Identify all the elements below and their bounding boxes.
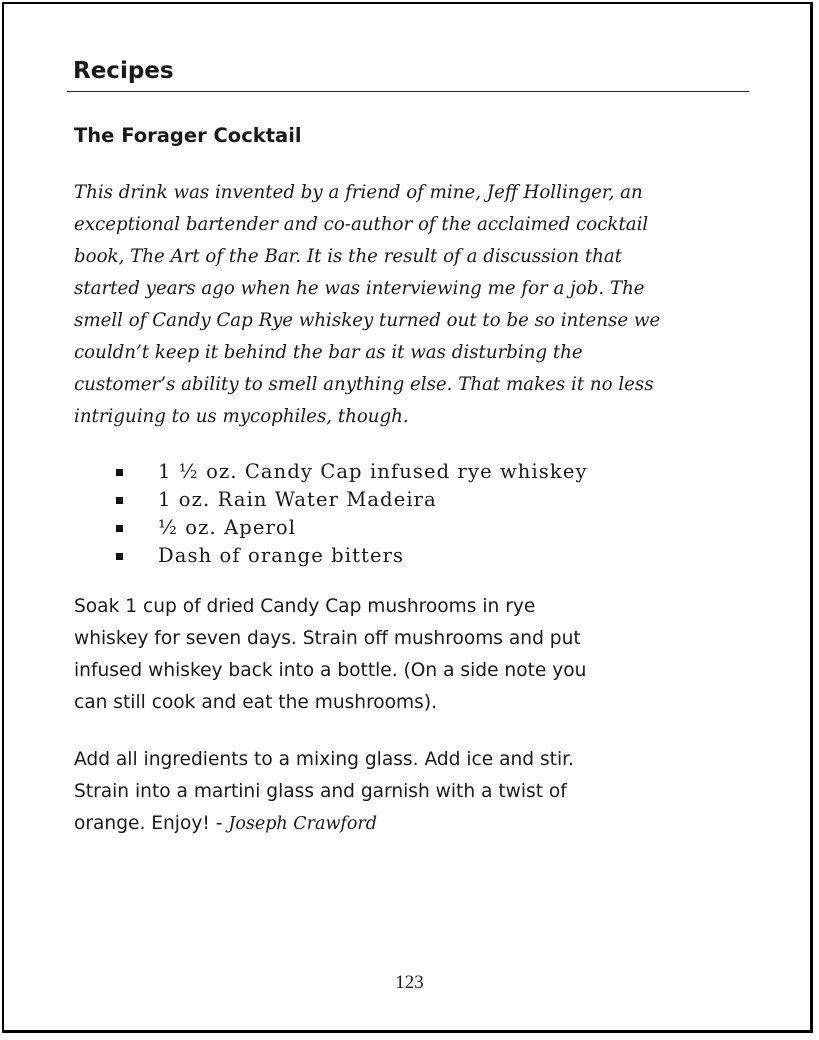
method-paragraph	[74, 744, 764, 840]
recipe-title: The Forager Cocktail	[74, 124, 302, 147]
paragraph-line: Soak 1 cup of dried Candy Cap mushrooms in rye	[74, 596, 536, 617]
recipe-intro	[74, 177, 754, 433]
ingredient-item	[114, 458, 588, 486]
paragraph-line: Add all ingredients to a mixing glass. Add ice and stir.	[74, 749, 574, 770]
intro-line: This drink was invented by a friend of mine, Jeff Hollinger, an	[74, 182, 643, 203]
intro-line: couldn’t keep it behind the bar as it was disturbing the	[74, 342, 583, 363]
ingredient-text: 1 oz. Rain Water Madeira	[158, 488, 437, 511]
section-header	[67, 56, 749, 92]
paragraph-line: infused whiskey back into a bottle. (On a side note you	[74, 660, 587, 681]
intro-line: intriguing to us mycophiles, though.	[74, 406, 409, 427]
page-number: 123	[395, 972, 424, 993]
square-bullet-icon	[116, 525, 123, 532]
intro-line: book, The Art of the Bar. It is the result of a discussion that	[74, 246, 622, 267]
intro-line: customer’s ability to smell anything else. That makes it no less	[74, 374, 654, 395]
paragraph-line	[74, 808, 764, 840]
paragraph-line: whiskey for seven days. Strain off mushrooms and put	[74, 628, 581, 649]
ingredient-text: Dash of orange bitters	[158, 544, 405, 567]
ingredient-item	[114, 486, 588, 514]
intro-line: exceptional bartender and co-author of the acclaimed cocktail	[74, 214, 649, 235]
infusion-paragraph	[74, 591, 764, 719]
ingredient-list	[114, 458, 588, 570]
square-bullet-icon	[116, 497, 123, 504]
intro-line: smell of Candy Cap Rye whiskey turned out to be so intense we	[74, 310, 661, 331]
intro-line: started years ago when he was interviewing me for a job. The	[74, 278, 645, 299]
method-last-text: orange. Enjoy! -	[74, 813, 229, 834]
ingredient-item	[114, 542, 588, 570]
paragraph-line: can still cook and eat the mushrooms).	[74, 692, 438, 713]
author-signature: Joseph Crawford	[228, 814, 378, 834]
ingredient-text: 1 ½ oz. Candy Cap infused rye whiskey	[158, 460, 588, 483]
paragraph-line: Strain into a martini glass and garnish with a twist of	[74, 781, 567, 802]
square-bullet-icon	[116, 553, 123, 560]
ingredient-text: ½ oz. Aperol	[158, 516, 297, 539]
ingredient-item	[114, 514, 588, 542]
square-bullet-icon	[116, 469, 123, 476]
section-title: Recipes	[73, 58, 174, 84]
